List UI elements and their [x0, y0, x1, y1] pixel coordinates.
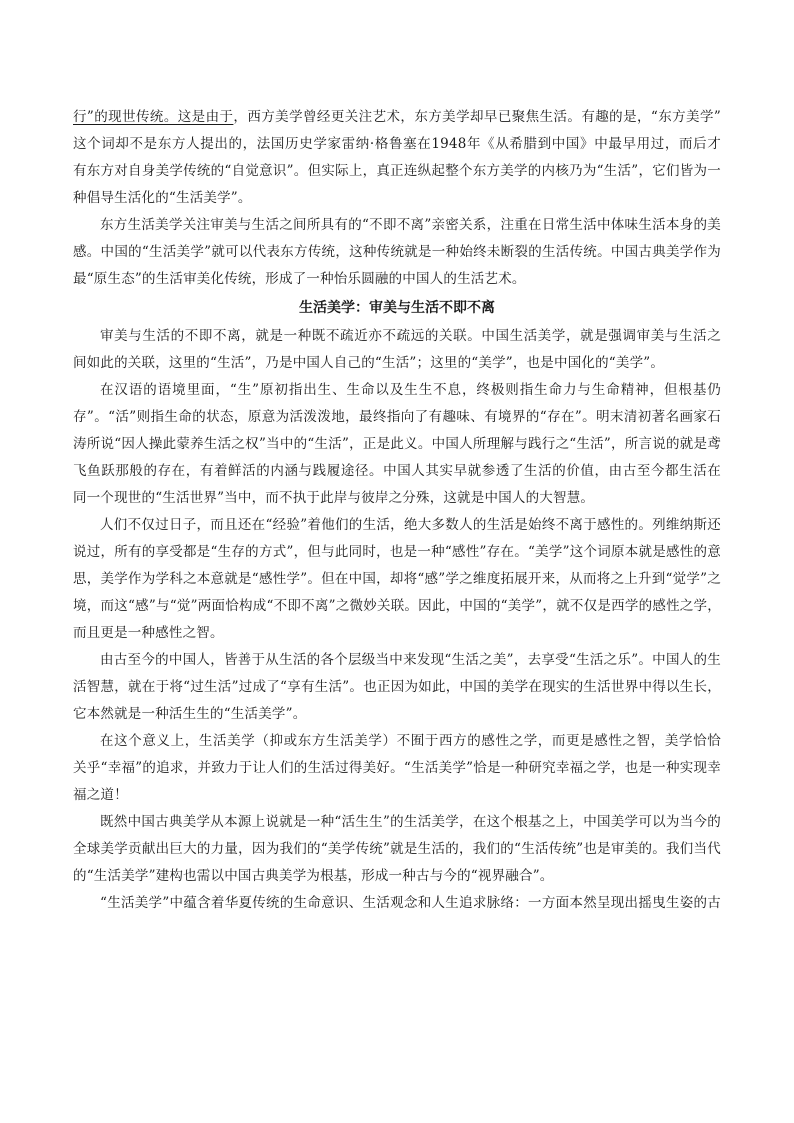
text-line: 的“生活美学”建构也需以中国古典美学为根基，形成一种古与今的“视界融合”。: [73, 868, 554, 884]
article-body: [73, 109, 721, 917]
text-line: 活智慧，就在于将“过生活”过成了“享有生活”。也正因为如此，中国的美学在现实的生活世界中得以生长，: [73, 679, 721, 695]
text-line: 存”。“活”则指生命的状态，原意为活泼泼地，最终指向了有趣味、有境界的“存在”。明末清初著名画家石: [73, 409, 721, 425]
text-line: 境，而这“感”与“觉”两面恰构成“不即不离”之微妙关联。因此，中国的“美学”，就不仅是西学的感性之学，: [73, 598, 721, 614]
text-line: 感。中国的“生活美学”就可以代表东方传统，这种传统就是一种始终未断裂的生活传统。中国古典美学作为: [73, 244, 721, 260]
text-line: 东方生活美学关注审美与生活之间所具有的“不即不离”亲密关系，注重在日常生活中体味生活本身的美: [100, 217, 721, 233]
text-line: 这个词却不是东方人提出的，法国历史学家雷纳·格鲁塞在1948年《从希腊到中国》中最早用过，而后才: [73, 136, 721, 152]
text-line: 同一个现世的“生活世界”当中，而不执于此岸与彼岸之分殊，这就是中国人的大智慧。: [73, 490, 595, 506]
text-line: 间如此的关联，这里的“生活”，乃是中国人自己的“生活”；这里的“美学”，也是中国化的“美学”。: [73, 355, 665, 371]
text-line: 全球美学贡献出巨大的力量，因为我们的“美学传统”就是生活的，我们的“生活传统”也是审美的。我们当代: [73, 841, 721, 857]
text-line: 关乎“幸福”的追求，并致力于让人们的生活过得美好。“生活美学”恰是一种研究幸福之学，也是一种实现幸: [73, 760, 721, 776]
text-line: 在汉语的语境里面，“生”原初指出生、生命以及生生不息，终极则指生命力与生命精神，但根基仍: [100, 382, 721, 398]
text-line: [73, 104, 721, 131]
text-line: 涛所说“因人操此蒙养生活之权”当中的“生活”，正是此义。中国人所理解与践行之“生活”，所言说的就是鸢: [73, 436, 721, 452]
underlined-text: 行”的现世传统。这是由于: [73, 109, 234, 125]
text-line: 在这个意义上，生活美学（抑或东方生活美学）不囿于西方的感性之学，而更是感性之智，美学恰恰: [100, 733, 721, 749]
text-line: 它本然就是一种活生生的“生活美学”。: [73, 706, 307, 722]
text-line: 人们不仅过日子，而且还在“经验”着他们的生活，绝大多数人的生活是始终不离于感性的。列维纳斯还: [100, 517, 721, 533]
text-line: 而且更是一种感性之智。: [73, 625, 224, 641]
text-line: 最“原生态”的生活审美化传统，形成了一种怡乐圆融的中国人的生活艺术。: [73, 271, 526, 287]
text-line: “生活美学”中蕴含着华夏传统的生命意识、生活观念和人生追求脉络：一方面本然呈现出摇曳生姿的古: [100, 895, 721, 911]
text-line: 由古至今的中国人，皆善于从生活的各个层级当中来发现“生活之美”，去享受“生活之乐”。中国人的生: [100, 652, 721, 668]
text-line: 审美与生活的不即不离，就是一种既不疏近亦不疏远的关联。中国生活美学，就是强调审美与生活之: [100, 328, 721, 344]
text-line: 种倡导生活化的“生活美学”。: [73, 190, 252, 206]
text-line: 飞鱼跃那般的存在，有着鲜活的内涵与践履途径。中国人其实早就参透了生活的价值，由古至今都生活在: [73, 463, 721, 479]
text-line: 思，美学作为学科之本意就是“感性学”。但在中国，却将“感”学之维度拓展开来，从而将之上升到“觉学”之: [73, 571, 721, 587]
text-line: 说过，所有的享受都是“生存的方式”，但与此同时，也是一种“感性”存在。“美学”这个词原本就是感性的意: [73, 544, 721, 560]
text-line: 既然中国古典美学从本源上说就是一种“活生生”的生活美学，在这个根基之上，中国美学可以为当今的: [100, 814, 721, 830]
text-line: 福之道！: [73, 787, 128, 803]
text-span: ，西方美学曾经更关注艺术，东方美学却早已聚焦生活。有趣的是，“东方美学”: [233, 109, 721, 125]
text-line: 有东方对自身美学传统的“自觉意识”。但实际上，真正连纵起整个东方美学的内核乃为“生活”，它们皆为一: [73, 163, 721, 179]
section-heading: 生活美学：审美与生活不即不离: [299, 300, 495, 316]
